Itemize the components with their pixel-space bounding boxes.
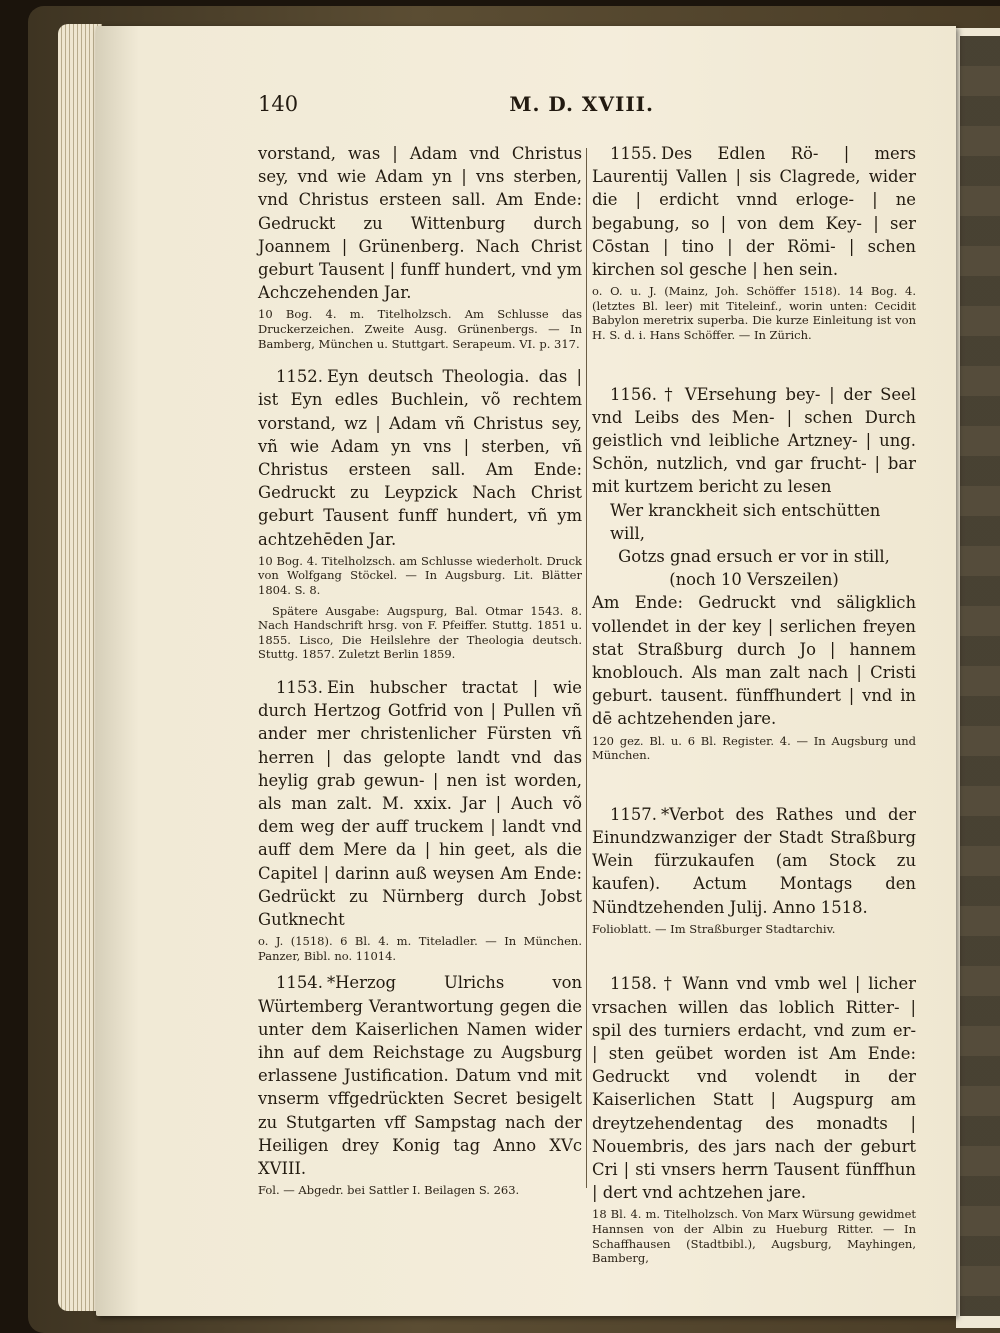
entry-number: 1152. — [276, 367, 323, 387]
entry-1152 — [258, 365, 582, 662]
entry-number: 1153. — [276, 677, 323, 697]
entry-1156 — [592, 383, 916, 763]
entry-note: o. O. u. J. (Mainz, Joh. Schöffer 1518). 14 Bog. 4. (letztes Bl. leer) mit Titeleinf., worin unten: Cecidit Babylon meretrix superba. Die kurze Einleitung ist von H. S. d. i. Hans Schöffer. — In Zürich. — [592, 284, 916, 342]
column-divider — [586, 148, 587, 1188]
page-number: 140 — [258, 92, 299, 116]
entry-text: vorstand, was | Adam vnd Christus sey, vnd wie Adam yn | vns sterben, vnd Christus ersteen sall. Am Ende: Gedruckt zu Wittenburg durch Joannem | Grünenberg. Nach Christ geburt Tausent | funff hundert, vnd ym Achczehenden Jar. — [258, 144, 582, 303]
entry-note: 10 Bog. 4. m. Titelholzsch. Am Schlusse das Druckerzeichen. Zweite Ausg. Grünenbergs. — In Bamberg, München u. Stuttgart. Serapeum. VI. p. 317. — [258, 307, 582, 351]
entry-number: 1157. — [610, 804, 657, 824]
entry-number: 1155. — [610, 144, 657, 163]
entry-text: Des Edlen Rö- | mers Laurentij Vallen | sis Clagrede, wider die | erdicht vnnd erloge- | ne begabung, so | von dem Key- | ser Cōstan | tino | der Römi- | schen kirchen sol gesche | hen sein. — [592, 144, 916, 280]
right-column — [592, 142, 916, 1266]
entry-note: 120 gez. Bl. u. 6 Bl. Register. 4. — In Augsburg und München. — [592, 733, 916, 763]
entry-1158 — [592, 972, 916, 1265]
entry-1155 — [592, 142, 916, 343]
entry-1154 — [258, 971, 582, 1197]
facing-page-shadow — [960, 36, 1000, 1316]
entry-note: Folioblatt. — Im Straßburger Stadtarchiv. — [592, 921, 836, 936]
entry-note: Fol. — Abgedr. bei Sattler I. Beilagen S. 263. — [258, 1183, 520, 1198]
verse-line: Wer kranckheit sich entschütten will, — [610, 500, 881, 543]
running-title: M. D. XVIII. — [509, 92, 654, 116]
verse-line: (noch 10 Verszeilen) — [669, 570, 839, 590]
entry-text: Eyn deutsch Theologia. das | ist Eyn edles Buchlein, võ rechtem vorstand, wz | Adam vñ Christus sey, vñ wie Adam yn vns | sterben, vñ Christus ersteen sall. Am Ende: Gedruckt zu Leypzick Nach Christ geburt Tausent funff hundert, vñ ym achtzehēden Jar. — [258, 367, 582, 549]
left-column — [258, 142, 582, 1198]
entry-number: 1154. — [276, 973, 323, 993]
entry-text: † Wann vnd vmb wel | licher vrsachen willen das loblich Ritter- | spil des turniers erdacht, vnd zum er- | sten geübet worden ist Am Ende: Gedruckt vnd volendt in der Kaiserlichen Statt | Augspurg am dreytzehendentag des monadts | Nouembris, des jars nach der geburt Cri | sti vnsers herrn Tausent fünffhun | dert vnd achtzehen jare. — [592, 974, 916, 1203]
entry-1153 — [258, 676, 582, 963]
entry-1157 — [592, 803, 916, 937]
entry-text: † VErsehung bey- | der Seel vnd Leibs des Men- | schen Durch geistlich vnd leibliche Artzney- | ung. Schön, nutzlich, vnd gar frucht- | bar mit kurtzem bericht zu lesen — [592, 384, 916, 497]
entry-number: 1158. — [610, 974, 657, 994]
entry-note: 10 Bog. 4. Titelholzsch. am Schlusse wiederholt. Druck von Wolfgang Stöckel. — In Augsburg. Lit. Blätter 1804. S. 8. — [258, 553, 582, 598]
entry-note: Spätere Ausgabe: Augspurg, Bal. Otmar 1543. 8. Nach Handschrift hrsg. von F. Pfeiffer. Stuttg. 1851 u. 1855. Lisco, Die Heilslehre der Theologia deutsch. Stuttg. 1857. Zuletzt Berlin 1859. — [258, 603, 582, 662]
entry-note: 18 Bl. 4. m. Titelholzsch. Von Marx Würsung gewidmet Hannsen von der Albin zu Hueburg Ritter. — In Schaffhausen (Stadtbibl.), Augsburg, Mayhingen, Bamberg, — [592, 1207, 916, 1266]
entry-text: *Herzog Ulrichs von Würtemberg Verantwortung gegen die unter dem Kaiserlichen Namen wider ihn auf dem Reichstage zu Augsburg erlassene Justification. Datum vnd mit vnserm vffgedrückten Secret besigelt zu Stutgarten vff Sampstag nach der Heiligen drey Konig tag Anno XVc XVIII. — [258, 973, 582, 1179]
page-header — [258, 92, 654, 132]
verse-line: Gotzs gnad ersuch er vor in still, — [618, 547, 890, 567]
entry-note: o. J. (1518). 6 Bl. 4. m. Titeladler. — In München. Panzer, Bibl. no. 11014. — [258, 934, 582, 963]
entry-number: 1156. — [610, 384, 657, 404]
entry-1151-continuation — [258, 142, 582, 351]
entry-text: Ein hubscher tractat | wie durch Hertzog Gotfrid von | Pullen vñ ander mer christenlicher Fürsten vñ herren | das gelopte landt vnd das heylig grab gewun- | nen ist worden, als man zalt. M. xxix. Jar | Auch võ dem weg der auff truckem | landt vnd auff dem Mere da | hin geet, als die Capitel | darinn auß weysen Am Ende: Gedrückt zu Nürnberg durch Jobst Gutknecht — [258, 677, 582, 930]
entry-text: *Verbot des Rathes und der Einundzwanziger der Stadt Straßburg Wein fürzukaufen (am Stock zu kaufen). Actum Montags den Nündtzehenden Julij. Anno 1518. — [592, 804, 916, 917]
entry-text: Am Ende: Gedruckt vnd säligklich vollendet in der key | serlichen freyen stat Straßburg durch Jo | hannem knoblouch. Als man zalt nach | Cristi geburt. tausent. fünffhundert | vnd in dē achtzehenden jare. — [592, 593, 916, 729]
